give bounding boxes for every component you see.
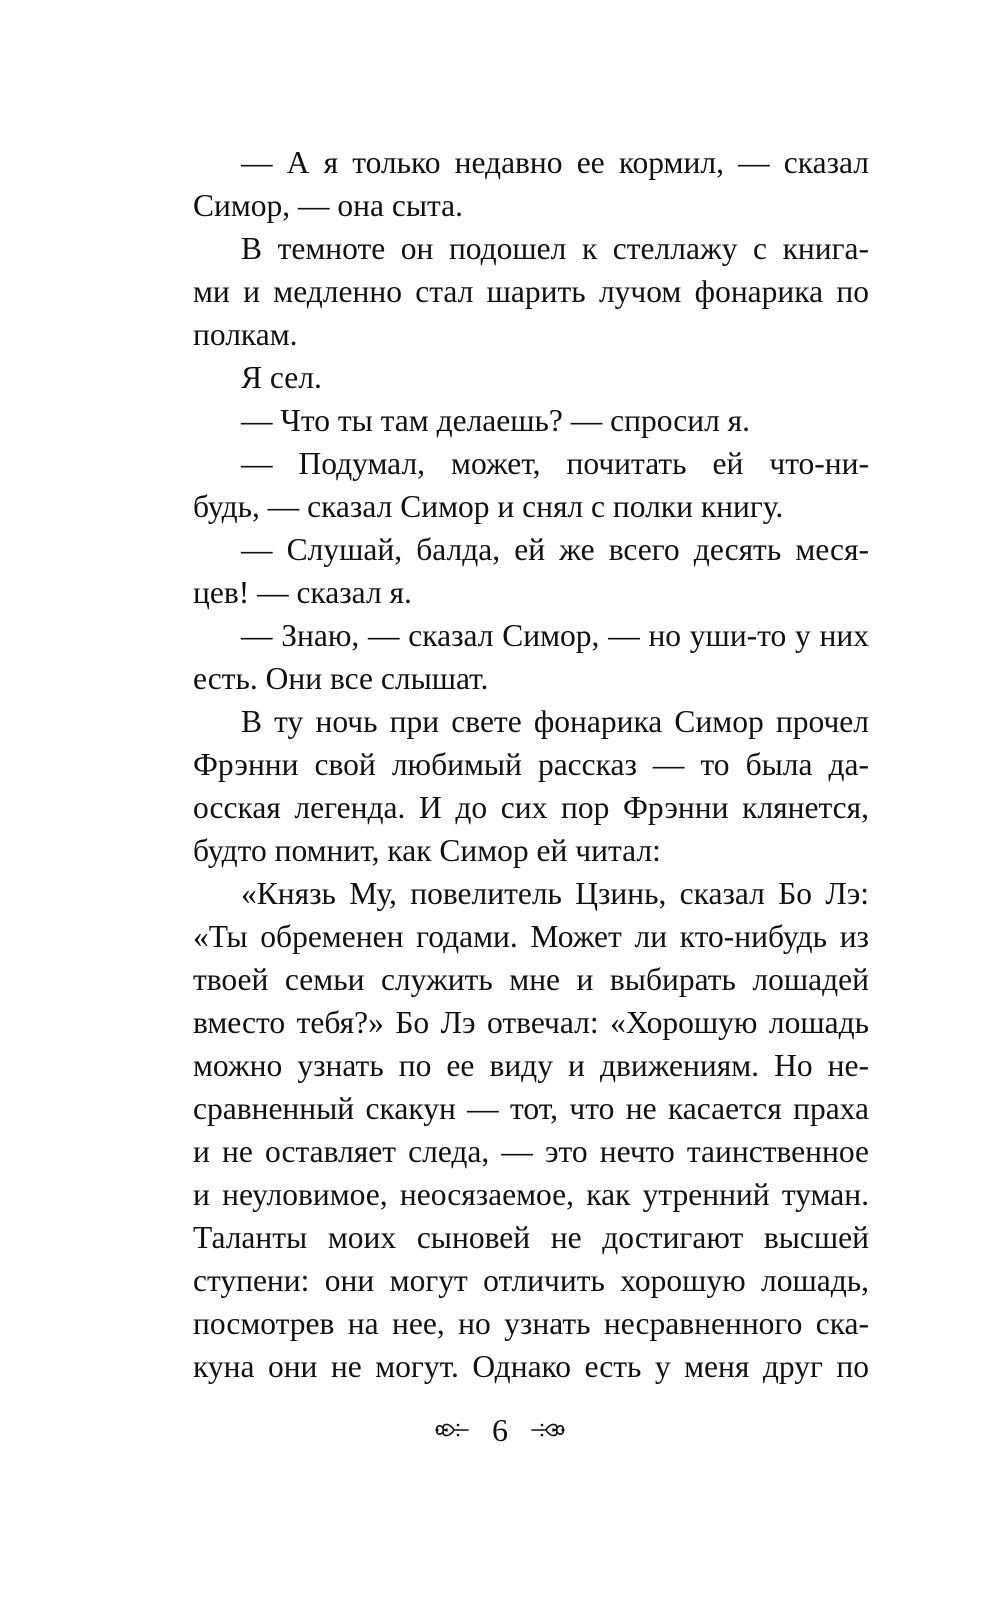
- text-line: — Знаю, — сказал Симор, — но уши-то у них: [241, 618, 869, 653]
- text-line: — А я только недавно ее кормил, — сказал: [241, 145, 869, 180]
- text-line: и неуловимое, неосязаемое, как утренний туман.: [193, 1177, 869, 1212]
- left-ornament-icon: [434, 1418, 470, 1442]
- text-line: куна они не могут. Однако есть у меня друг по: [193, 1349, 869, 1384]
- text-line: — Что ты там делаешь? — спросил я.: [241, 403, 751, 438]
- text-line: Фрэнни свой любимый рассказ — то была да-: [193, 747, 869, 782]
- text-line: Таланты моих сыновей не достигают высшей: [193, 1220, 869, 1255]
- text-line: будь, — сказал Симор и снял с полки книгу.: [193, 489, 784, 524]
- text-line: — Слушай, балда, ей же всего десять меся-: [241, 532, 869, 567]
- text-line: будто помнит, как Симор ей читал:: [193, 833, 661, 868]
- page-number: 6: [492, 1412, 508, 1448]
- right-ornament-icon: [530, 1418, 566, 1442]
- text-line: В темноте он подошел к стеллажу с книга-: [241, 231, 869, 266]
- text-line: осская легенда. И до сих пор Фрэнни клянется,: [193, 790, 869, 825]
- text-line: посмотрев на нее, но узнать несравненного ска-: [193, 1306, 869, 1341]
- text-line: и не оставляет следа, — это нечто таинственное: [193, 1134, 869, 1169]
- text-line: полкам.: [193, 317, 298, 352]
- text-line: Я сел.: [241, 360, 322, 395]
- body-text: [193, 141, 869, 1388]
- text-line: Симор, — она сыта.: [193, 188, 464, 223]
- text-line: В ту ночь при свете фонарика Симор прочел: [241, 704, 869, 739]
- text-line: есть. Они все слышат.: [193, 661, 489, 696]
- text-line: ми и медленно стал шарить лучом фонарика по: [193, 274, 869, 309]
- text-line: цев! — сказал я.: [193, 575, 412, 610]
- text-line: «Князь Му, повелитель Цзинь, сказал Бо Лэ:: [241, 876, 869, 911]
- text-line: сравненный скакун — тот, что не касается праха: [193, 1091, 869, 1126]
- text-line: — Подумал, может, почитать ей что-ни-: [241, 446, 869, 481]
- text-line: твоей семьи служить мне и выбирать лошадей: [193, 962, 869, 997]
- text-line: «Ты обременен годами. Может ли кто-нибудь из: [193, 919, 869, 954]
- text-line: можно узнать по ее виду и движениям. Но не-: [193, 1048, 869, 1083]
- page-footer: [0, 1405, 1000, 1455]
- text-line: ступени: они могут отличить хорошую лошадь,: [193, 1263, 869, 1298]
- text-line: вместо тебя?» Бо Лэ отвечал: «Хорошую лошадь: [193, 1005, 869, 1040]
